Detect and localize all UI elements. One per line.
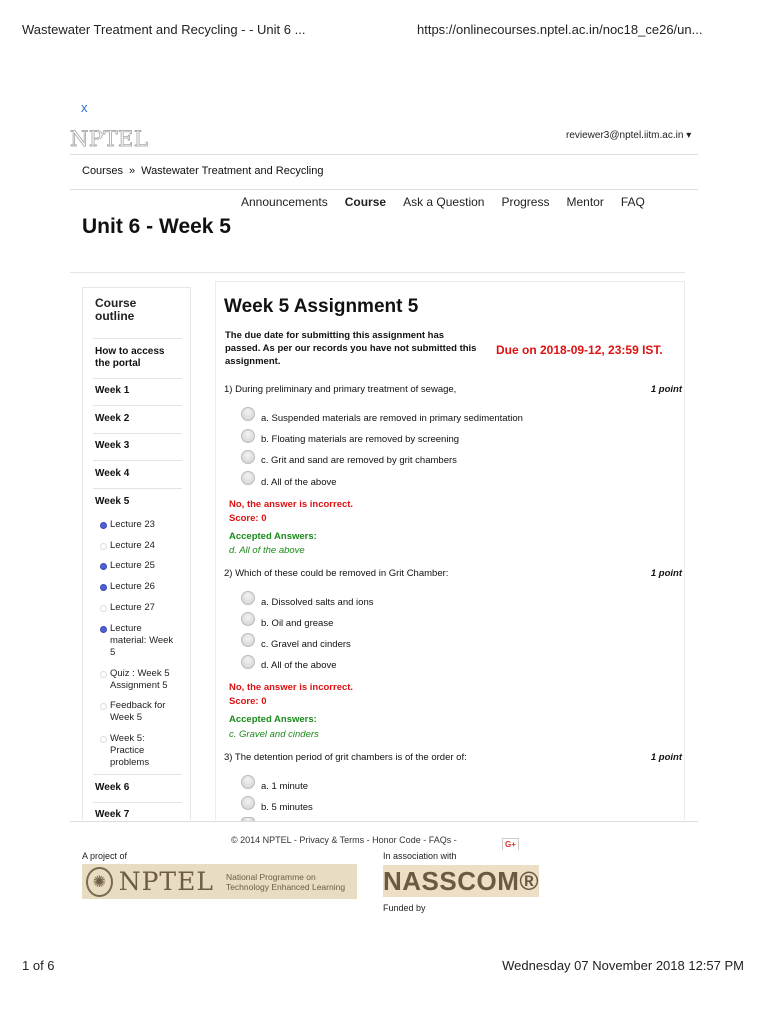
nptel-logo[interactable]: NPTEL <box>70 127 149 151</box>
sidebar-subitem-lecture-23[interactable]: Lecture 23 <box>110 519 155 530</box>
course-nav <box>241 195 662 209</box>
question-points: 1 point <box>650 384 682 395</box>
accepted-answer: c. Gravel and cinders <box>229 729 319 740</box>
nav-progress[interactable]: Progress <box>501 195 550 209</box>
option-label: c. Grit and sand are removed by grit chambers <box>261 455 457 466</box>
sidebar-item-week-1[interactable]: Week 1 <box>95 385 130 396</box>
divider <box>93 433 182 434</box>
option-radio[interactable] <box>241 591 255 605</box>
option-label: d. All of the above <box>261 477 337 488</box>
breadcrumb-courses-link[interactable]: Courses <box>82 165 123 177</box>
nptel-footer-logo[interactable] <box>82 864 357 899</box>
accepted-answers-label: Accepted Answers: <box>229 714 317 725</box>
sidebar-subitem-lecture-26[interactable]: Lecture 26 <box>110 581 155 592</box>
option-radio[interactable] <box>241 796 255 810</box>
accepted-answers-label: Accepted Answers: <box>229 531 317 542</box>
divider <box>70 154 698 155</box>
question-points: 1 point <box>650 752 682 763</box>
divider <box>70 821 698 822</box>
print-page-number: 1 of 6 <box>22 958 55 973</box>
nasscom-logo-text: NASSCOM® <box>382 865 540 896</box>
option-label: a. Suspended materials are removed in primary sedimentation <box>261 413 523 424</box>
nav-faq[interactable]: FAQ <box>620 195 645 209</box>
pending-status-icon <box>100 736 107 743</box>
divider <box>93 338 182 339</box>
nav-mentor[interactable]: Mentor <box>566 195 604 209</box>
option-radio[interactable] <box>241 429 255 443</box>
option-radio[interactable] <box>241 407 255 421</box>
assignment-panel <box>215 281 685 820</box>
nav-course[interactable]: Course <box>344 195 387 209</box>
print-datetime: Wednesday 07 November 2018 12:57 PM <box>502 958 744 973</box>
option-label: d. All of the above <box>261 660 337 671</box>
divider <box>93 488 182 489</box>
google-plus-icon[interactable]: G+ <box>502 838 519 850</box>
option-radio[interactable] <box>241 612 255 626</box>
nptel-tagline: National Programme on Technology Enhanced Learning <box>225 871 346 892</box>
completed-status-icon <box>100 563 107 570</box>
breadcrumb-course-link[interactable]: Wastewater Treatment and Recycling <box>141 165 324 177</box>
option-label: b. Oil and grease <box>261 618 334 629</box>
sidebar-item-week-6[interactable]: Week 6 <box>95 782 130 793</box>
project-label: A project of <box>82 851 128 861</box>
pending-status-icon <box>100 543 107 550</box>
assignment-title: Week 5 Assignment 5 <box>224 296 419 317</box>
completed-status-icon <box>100 522 107 529</box>
sidebar-subitem-lecture-25[interactable]: Lecture 25 <box>110 560 155 571</box>
sidebar-subitem-lecture-27[interactable]: Lecture 27 <box>110 602 155 613</box>
breadcrumb <box>82 165 324 177</box>
option-label: c. Gravel and cinders <box>261 639 351 650</box>
sidebar-item-week-7[interactable]: Week 7 <box>95 809 130 820</box>
sidebar-item-week-4[interactable]: Week 4 <box>95 468 130 479</box>
page-title: Unit 6 - Week 5 <box>82 215 231 238</box>
question-text: 2) Which of these could be removed in Grit Chamber: <box>224 568 449 579</box>
incorrect-feedback: No, the answer is incorrect. <box>229 499 354 510</box>
print-page-title: Wastewater Treatment and Recycling - - Unit 6 ... <box>22 22 306 37</box>
divider <box>70 189 698 190</box>
sidebar-subitem-lecture-material[interactable]: Lecture material: Week 5 <box>110 623 174 658</box>
sidebar-subitem-quiz[interactable]: Quiz : Week 5 Assignment 5 <box>110 668 170 691</box>
score: Score: 0 <box>229 513 267 524</box>
pending-status-icon <box>100 703 107 710</box>
nav-ask-question[interactable]: Ask a Question <box>403 195 485 209</box>
sidebar-subitem-practice[interactable]: Week 5: Practice problems <box>110 733 150 768</box>
divider <box>93 802 182 803</box>
question-text: 3) The detention period of grit chambers is of the order of: <box>224 752 467 763</box>
sidebar-subitem-feedback[interactable]: Feedback for Week 5 <box>110 700 166 723</box>
due-date-message: The due date for submitting this assignment has passed. As per our records you have not submitted this assignment. <box>225 330 477 367</box>
sidebar-item-how-to-access[interactable]: How to access the portal <box>95 346 165 369</box>
completed-status-icon <box>100 584 107 591</box>
option-label: a. Dissolved salts and ions <box>261 597 374 608</box>
score: Score: 0 <box>229 696 267 707</box>
option-label: a. 1 minute <box>261 781 308 792</box>
question-text: 1) During preliminary and primary treatment of sewage, <box>224 384 457 395</box>
sidebar-item-week-2[interactable]: Week 2 <box>95 413 130 424</box>
course-outline-sidebar <box>82 287 191 820</box>
pending-status-icon <box>100 605 107 612</box>
sidebar-item-week-3[interactable]: Week 3 <box>95 440 130 451</box>
accepted-answer: d. All of the above <box>229 545 305 556</box>
nav-announcements[interactable]: Announcements <box>241 195 328 209</box>
option-label: b. 5 minutes <box>261 802 313 813</box>
divider <box>93 378 182 379</box>
nptel-logo-text: NPTEL <box>118 867 214 896</box>
print-page-url: https://onlinecourses.nptel.ac.in/noc18_ce26/un... <box>417 22 703 37</box>
question-points: 1 point <box>650 568 682 579</box>
divider <box>93 460 182 461</box>
nasscom-logo[interactable] <box>383 865 539 897</box>
option-label: b. Floating materials are removed by screening <box>261 434 460 445</box>
sidebar-heading: Course outline <box>95 296 137 323</box>
breadcrumb-separator: » <box>128 165 136 177</box>
divider <box>93 405 182 406</box>
option-radio[interactable] <box>241 450 255 464</box>
nptel-emblem-icon: ✺ <box>86 867 113 897</box>
completed-status-icon <box>100 626 107 633</box>
pending-status-icon <box>100 671 107 678</box>
option-radio[interactable] <box>241 471 255 485</box>
association-label: In association with <box>383 851 457 861</box>
option-radio[interactable] <box>241 633 255 647</box>
incorrect-feedback: No, the answer is incorrect. <box>229 682 354 693</box>
funded-label: Funded by <box>383 903 426 913</box>
option-radio[interactable] <box>241 775 255 789</box>
close-icon[interactable]: x <box>81 100 88 115</box>
sidebar-item-week-5[interactable]: Week 5 <box>95 496 130 507</box>
due-date: Due on 2018-09-12, 23:59 IST. <box>496 343 663 357</box>
sidebar-subitem-lecture-24[interactable]: Lecture 24 <box>110 540 155 551</box>
option-radio[interactable] <box>241 655 255 669</box>
divider <box>70 272 685 273</box>
footer-links[interactable]: © 2014 NPTEL - Privacy & Terms - Honor Code - FAQs - <box>231 835 457 845</box>
user-menu[interactable]: reviewer3@nptel.iitm.ac.in ▾ <box>566 130 692 141</box>
divider <box>93 774 182 775</box>
